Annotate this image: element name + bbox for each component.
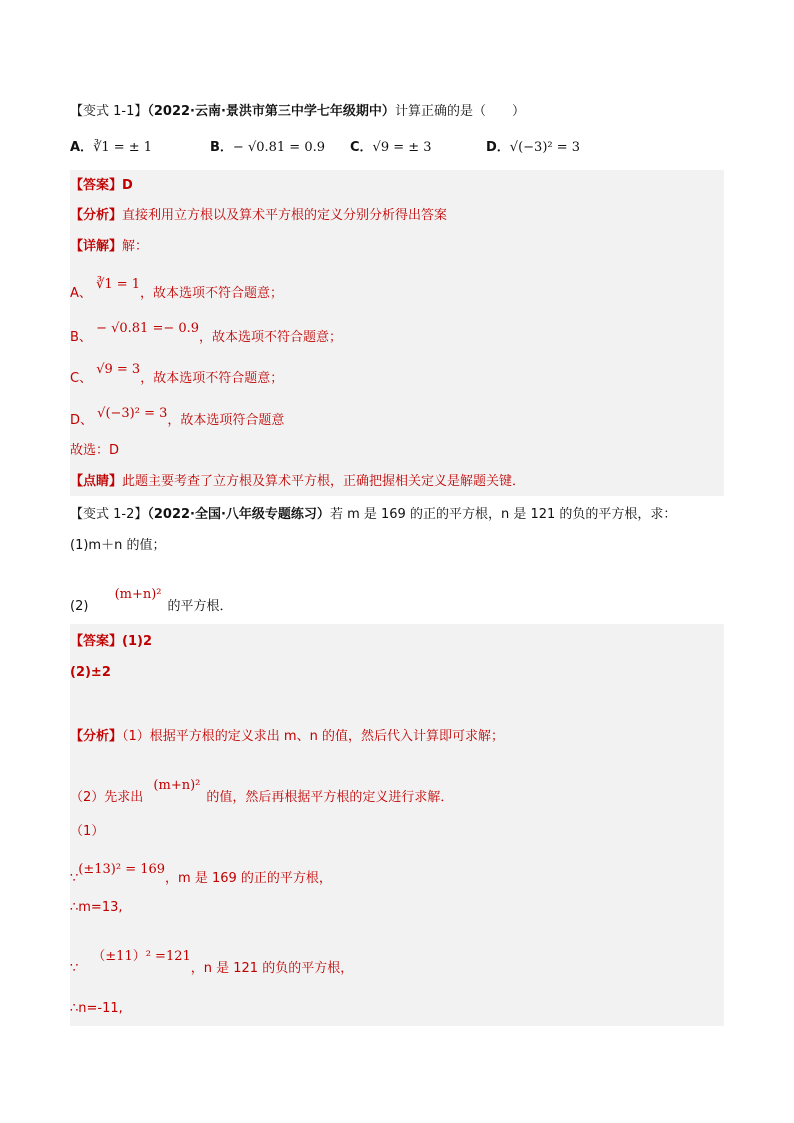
q2-step-1-expr: (±13)² = 169 [78,862,166,877]
q1-detail-c-label: C、 [70,371,93,386]
q1-detail-a-label: A、 [70,286,92,301]
q2-step-1-text: ，m 是 169 的正的平方根， [165,871,332,886]
q1-option-c-label: C． [350,140,373,155]
q1-option-c-expr: √9 = ± 3 [372,140,432,155]
q1-answer [70,177,133,195]
q1-option-b-expr: − √0.81 = 0.9 [232,140,326,155]
q1-option-a [70,136,152,155]
q2-answer-tag: 【答案】 [70,634,123,649]
q1-option-b [210,136,325,155]
q2-part2-expr: (m+n)² [114,587,162,602]
q2-question: 若 m 是 169 的正的平方根，n 是 121 的负的平方根，求： [329,507,677,522]
q1-answer-value: D [122,178,133,193]
q1-detail-b-text: ，故本选项不符合题意； [199,330,343,345]
q1-option-d-expr: √(−3)² = 3 [509,140,581,155]
q1-option-b-label: B． [210,140,233,155]
q2-analysis-2-expr: (m+n)² [153,778,201,793]
q1-tag: 【变式 1-1】 [70,104,148,119]
q1-detail-c-text: ，故本选项不符合题意； [140,371,284,386]
q1-analysis [70,207,447,225]
q1-choose: 故选：D [70,443,120,458]
q1-option-d [486,136,580,155]
q2-answer-1: (1)2 [122,634,152,649]
q2-step-3-text: ，n 是 121 的负的平方根， [190,961,354,976]
q1-detail-d-expr: √(−3)² = 3 [97,406,168,421]
q1-detail-a-expr: ∛1 = 1 [96,277,141,292]
q1-detail-d [70,406,285,430]
q1-detail-d-text: ，故本选项符合题意 [167,413,285,428]
q1-detail-c [70,362,284,388]
q2-analysis-2 [70,778,454,807]
q2-analysis-2-post: 的值，然后再根据平方根的定义进行求解． [206,790,454,805]
q1-option-d-label: D． [486,140,510,155]
q1-detail-b [70,321,343,347]
q1-comment [70,473,525,491]
q2-part1: (1)m＋n 的值； [70,538,166,553]
q1-detail-b-label: B、 [70,330,92,345]
q2-analysis-2-pre: （2）先求出 [70,790,144,805]
q2-answer [70,633,152,651]
q2-analysis-tag: 【分析】 [70,729,123,744]
q1-header [70,103,525,121]
q1-question: 计算正确的是（ ） [394,104,525,119]
q2-part2 [70,587,233,616]
q1-comment-tag: 【点睛】 [70,474,123,489]
q1-option-a-label: A． [70,140,94,155]
q2-solution-label: （1） [70,824,105,839]
q2-step-1: ∵(±13)² = 169，m 是 169 的正的平方根， [70,862,332,886]
q1-analysis-text: 直接利用立方根以及算术平方根的定义分别分析得出答案 [122,208,448,223]
q1-detail-d-label: D、 [70,413,94,428]
q2-analysis-1-text: （1）根据平方根的定义求出 m、n 的值，然后代入计算即可求解； [122,729,504,744]
q1-detail-c-expr: √9 = 3 [96,362,141,377]
q2-part2-text: 的平方根． [167,599,233,614]
q1-analysis-tag: 【分析】 [70,208,123,223]
q2-step-4: ∴n=-11, [70,1001,123,1016]
q1-detail-header [70,238,148,256]
q1-detail-tag: 【详解】 [70,239,123,254]
q1-option-c [350,136,432,155]
q2-tag: 【变式 1-2】 [70,507,148,522]
q2-part2-label: (2) [70,599,89,614]
q1-detail-a-text: ，故本选项不符合题意； [140,286,284,301]
q2-header [70,506,676,524]
q1-answer-tag: 【答案】 [70,178,123,193]
q2-step-3-expr: （±11）² =121 [92,949,191,964]
q1-detail-a [70,277,284,303]
q2-answer-2: (2)±2 [70,665,111,680]
q1-option-a-expr: ∛1 = ± 1 [93,140,153,155]
q2-analysis-1 [70,728,504,746]
q1-detail-b-expr: − √0.81 =− 0.9 [96,321,200,336]
q1-comment-text: 此题主要考查了立方根及算术平方根，正确把握相关定义是解题关键． [122,474,526,489]
q2-step-2: ∴m=13, [70,900,123,915]
q1-detail-intro: 解： [122,239,149,254]
q2-source: （2022·全国·八年级专题练习） [147,507,330,522]
q1-source: （2022·云南·景洪市第三中学七年级期中） [147,104,395,119]
q2-step-3: ∵（±11）² =121，n 是 121 的负的平方根， [70,949,354,976]
